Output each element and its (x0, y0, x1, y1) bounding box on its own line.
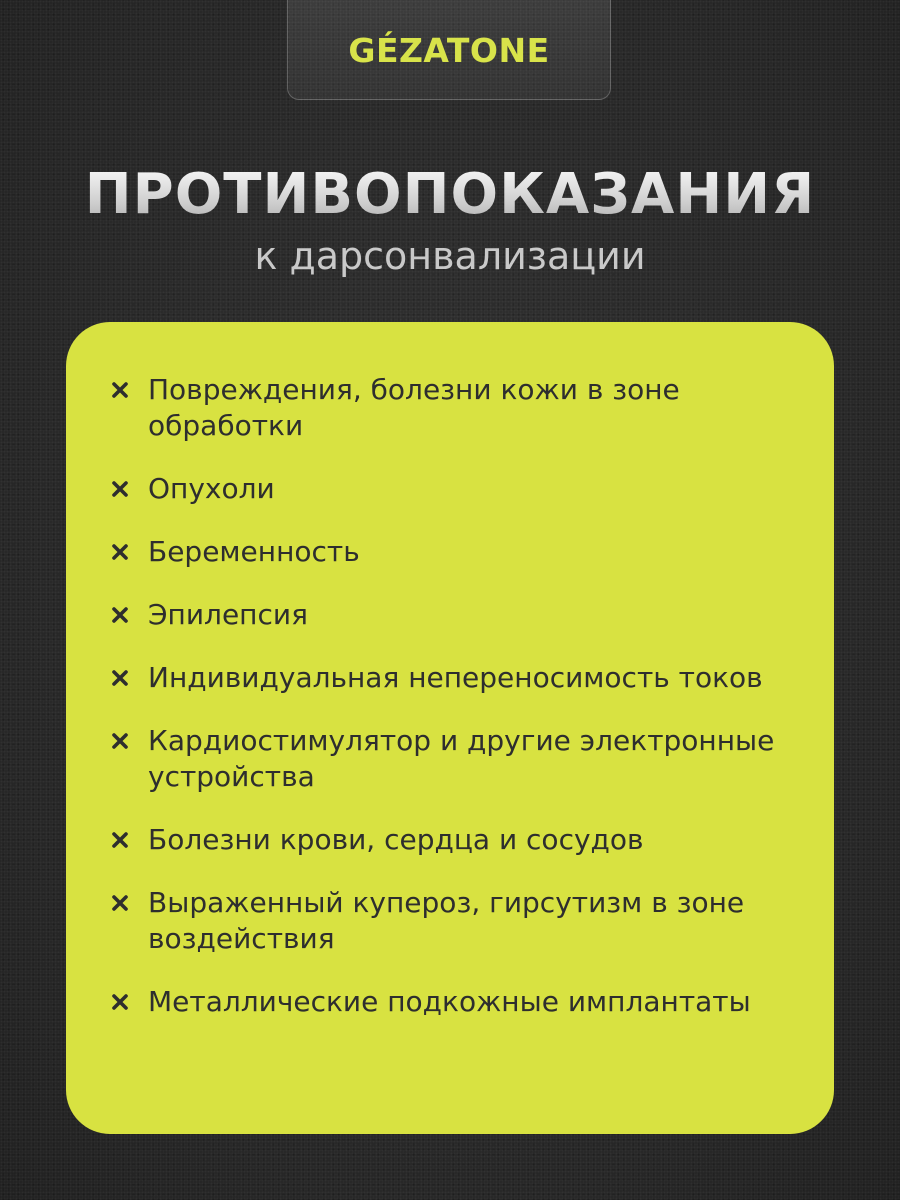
list-item-text: Выраженный купероз, гирсутизм в зоне воздействия (148, 886, 745, 955)
list-item-text: Повреждения, болезни кожи в зоне обработки (148, 373, 680, 442)
cross-icon (106, 471, 134, 507)
list-item (106, 471, 806, 507)
contraindications-list (106, 372, 806, 1047)
list-item-text: Металлические подкожные имплантаты (148, 985, 751, 1018)
list-item (106, 534, 806, 570)
list-item (106, 660, 806, 696)
list-item-text: Беременность (148, 535, 360, 568)
contraindications-card (66, 322, 834, 1134)
list-item-text: Болезни крови, сердца и сосудов (148, 823, 644, 856)
list-item (106, 597, 806, 633)
cross-icon (106, 372, 134, 408)
list-item (106, 822, 806, 858)
list-item-text: Кардиостимулятор и другие электронные устройства (148, 724, 775, 793)
list-item-text: Эпилепсия (148, 598, 308, 631)
cross-icon (106, 597, 134, 633)
list-item (106, 723, 806, 795)
list-item (106, 372, 806, 444)
cross-icon (106, 534, 134, 570)
cross-icon (106, 822, 134, 858)
list-item (106, 984, 806, 1020)
logo-tab (287, 0, 611, 100)
page-title: ПРОТИВОПОКАЗАНИЯ (0, 160, 900, 230)
cross-icon (106, 885, 134, 921)
cross-icon (106, 984, 134, 1020)
list-item (106, 885, 806, 957)
list-item-text: Индивидуальная непереносимость токов (148, 661, 763, 694)
cross-icon (106, 660, 134, 696)
list-item-text: Опухоли (148, 472, 275, 505)
page-subtitle: к дарсонвализации (254, 234, 646, 278)
brand-logo: GÉZATONE (348, 30, 550, 70)
cross-icon (106, 723, 134, 759)
